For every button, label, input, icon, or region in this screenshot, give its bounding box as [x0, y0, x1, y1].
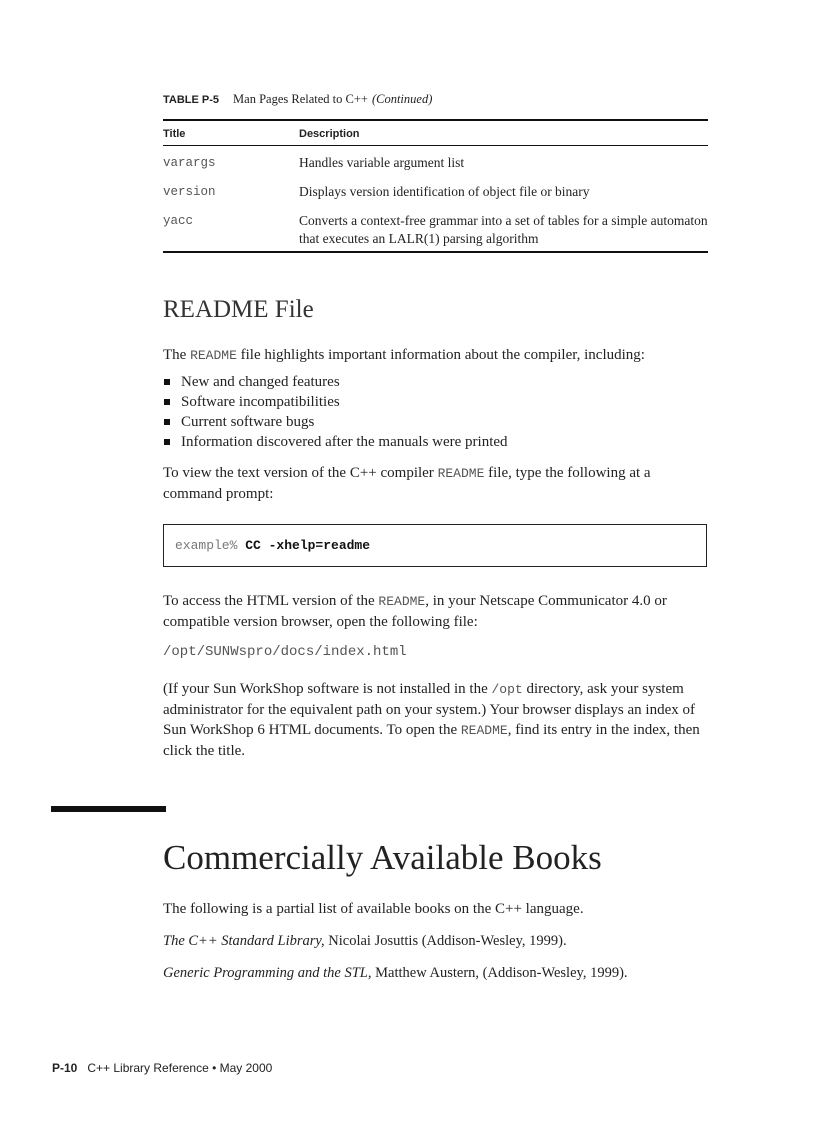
book-details: Matthew Austern, (Addison-Wesley, 1999). [371, 965, 628, 981]
readme-code: README [190, 348, 237, 363]
footer-text: C++ Library Reference • May 2000 [87, 1061, 273, 1075]
table-row-term: yacc [163, 214, 194, 228]
code-example-box [163, 524, 707, 567]
section-divider-bar [51, 806, 166, 812]
list-item: New and changed features [163, 372, 711, 392]
install-note: (If your Sun WorkShop software is not installed in the /opt directory, ask your system administrator for the equivalent path on your system.) Your browser displays an index of Sun WorkShop 6 HTML documents. To open the README, find its entry in the index, then click the title. [163, 681, 700, 759]
code-example [175, 538, 370, 553]
column-header-description: Description [299, 128, 360, 140]
books-intro: The following is a partial list of available books on the C++ language. [163, 901, 584, 917]
table-label: TABLE P-5 [163, 94, 220, 106]
view-instructions: To view the text version of the C++ compiler README file, type the following at a command prompt: [163, 465, 651, 502]
table-bottom-rule [163, 251, 708, 253]
book-entry [163, 933, 567, 950]
list-item: Software incompatibilities [163, 392, 711, 412]
table-row-description: Handles variable argument list [299, 155, 465, 170]
docs-index-path: /opt/SUNWspro/docs/index.html [163, 644, 407, 660]
books-heading: Commercially Available Books [163, 838, 602, 877]
book-title: The C++ Standard Library, [163, 933, 325, 949]
page-number: P-10 [52, 1061, 78, 1075]
table-continued: (Continued) [371, 92, 433, 106]
opt-code: /opt [491, 682, 523, 697]
table-row-description: Converts a context-free grammar into a set of tables for a simple automaton that executes an LALR(1) parsing algorithm [299, 213, 708, 246]
table-caption [163, 92, 432, 107]
html-access-instructions: To access the HTML version of the README, in your Netscape Communicator 4.0 or compatible version browser, open the following file: [163, 593, 667, 630]
shell-command: CC -xhelp=readme [245, 538, 371, 553]
table-title: Man Pages Related to C++ [233, 92, 368, 106]
column-header-title: Title [163, 128, 186, 140]
list-item: Information discovered after the manuals were printed [163, 432, 711, 452]
readme-heading: README File [163, 296, 314, 323]
readme-bullet-list [163, 372, 711, 452]
table-header-rule [163, 145, 708, 146]
book-details: Nicolai Josuttis (Addison-Wesley, 1999). [324, 933, 567, 949]
list-item: Current software bugs [163, 412, 711, 432]
page-footer [52, 1061, 272, 1075]
readme-code: README [460, 723, 508, 738]
shell-prompt: example% [175, 538, 246, 553]
table-top-rule [163, 119, 708, 121]
book-entry [163, 965, 628, 982]
table-row-description: Displays version identification of object file or binary [299, 184, 590, 199]
table-row-term: varargs [163, 156, 216, 170]
readme-code: README [378, 594, 426, 609]
readme-code: README [437, 466, 485, 481]
readme-intro: The README file highlights important information about the compiler, including: [163, 347, 645, 363]
table-row-term: version [163, 185, 216, 199]
book-title: Generic Programming and the STL, [163, 965, 372, 981]
